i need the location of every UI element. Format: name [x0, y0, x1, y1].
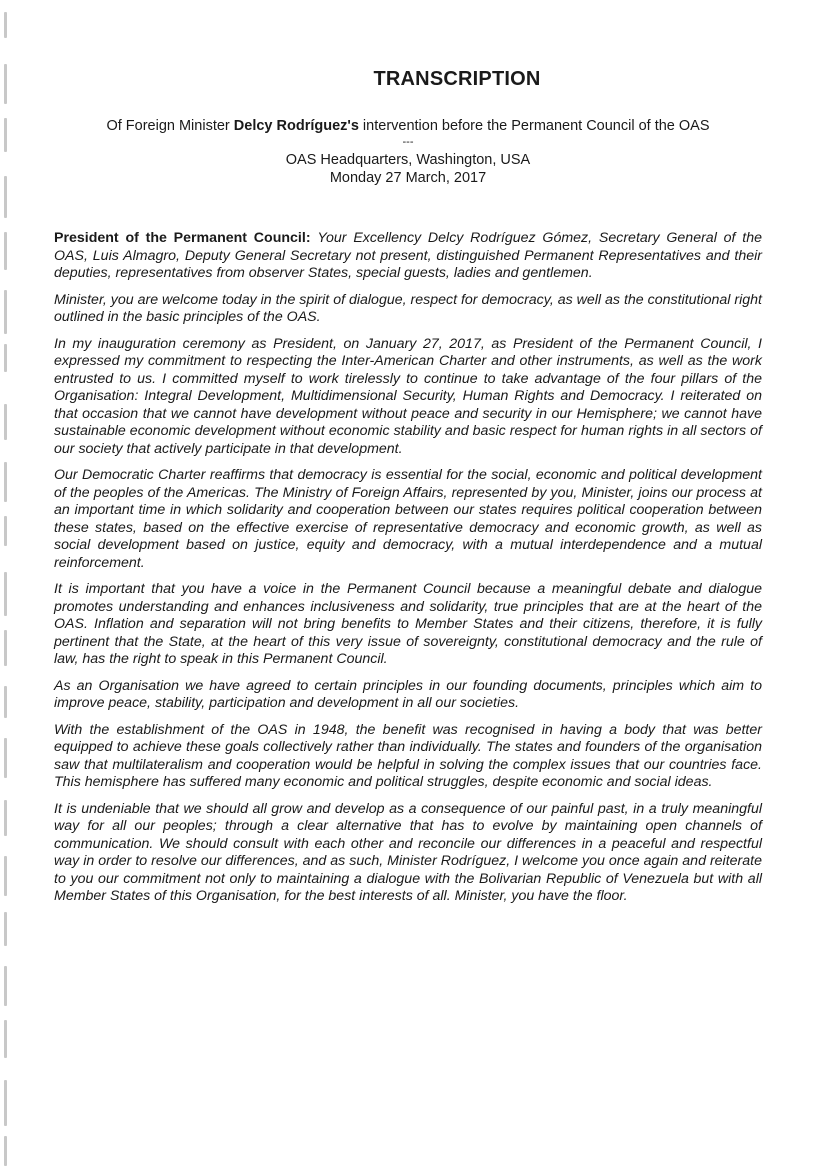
subtitle-separator: ---	[402, 136, 414, 148]
subtitle-minister-name: Delcy Rodríguez's	[233, 118, 359, 134]
document-title: TRANSCRIPTION	[373, 68, 541, 90]
date-line: Monday 27 March, 2017	[329, 170, 487, 186]
speaker-label: President of the Permanent Council	[54, 230, 306, 246]
paragraph-2: Minister, you are welcome today in the spirit of dialogue, respect for democracy, as well as the constitutional right outlined in the basic principles of the OAS.	[54, 291, 762, 325]
document-subtitle	[54, 117, 762, 135]
paragraph-4: Our Democratic Charter reaffirms that democracy is essential for the social, economic and political development of the peoples of the Americas. The Ministry of Foreign Affairs, represented by you, Minister, joins our process at an important time in which solidarity and cooperation between our states requires political cooperation between these states, based on the effective exercise of representative democracy and economic growth, as well as social development based on justice, equity and democracy, with a mutual interdependence and a mutual reinforcement.	[54, 467, 762, 571]
paragraph-8: It is undeniable that we should all grow and develop as a consequence of our painful past, in a truly meaningful way for all our peoples; through a clear alternative that has to evolve by maintaining open channels of communication. We should consult with each other and reconcile our differences in a peaceful and respectful way in order to resolve our differences, and as such, Minister Rodríguez, I welcome you once again and reiterate to you our commitment not only to maintaining a dialogue with the Bolivarian Republic of Venezuela but with all Member States of this Organisation, for the best interests of all. Minister, you have the floor.	[54, 800, 762, 904]
paragraph-5: It is important that you have a voice in the Permanent Council because a meaningful debate and dialogue promotes understanding and enhances inclusiveness and solidarity, true principles that are at the heart of the OAS. Inflation and separation will not bring benefits to Member States and their citizens, therefore, it is fully pertinent that the State, at the heart of this very issue of sovereignty, constitutional democracy and the rule of law, has the right to speak in this Permanent Council.	[54, 581, 762, 667]
venue-line: OAS Headquarters, Washington, USA	[285, 152, 531, 168]
document-page	[54, 62, 762, 915]
subtitle-suffix: intervention before the Permanent Council of the OAS	[358, 118, 710, 134]
binding-edge-marks	[0, 0, 14, 1169]
paragraph-7: With the establishment of the OAS in 1948, the benefit was recognised in having a body that was better equipped to achieve these goals collectively rather than individually. The states and founders of the organisation saw that multilateralism and cooperation would be helpful in solving the complex issues that our countries face. This hemisphere has suffered many economic and political struggles, despite economic and social ideas.	[54, 721, 762, 790]
paragraph-3: In my inauguration ceremony as President, on January 27, 2017, as President of the Permanent Council, I expressed my commitment to respecting the Inter-American Charter and other instruments, as well as the work entrusted to us. I committed myself to work tirelessly to continue to take advantage of the four pillars of the Organisation: Integral Development, Multidimensional Security, Human Rights and Democracy. I reiterated on that occasion that we cannot have development without peace and security in our Hemisphere; we cannot have sustainable economic development without economic stability and basic respect for human rights in all sectors of our society that actively participate in that development.	[54, 335, 762, 457]
subtitle-prefix: Of Foreign Minister	[106, 118, 234, 134]
paragraph-1: President of the Permanent Council: Your Excellency Delcy Rodríguez Gómez, Secretary General of the OAS, Luis Almagro, Deputy General Secretary not present, distinguished Permanent Representatives and their deputies, representatives from observer States, special guests, ladies and gentlemen.	[54, 230, 762, 281]
transcript-body	[54, 230, 762, 906]
paragraph-text: Your Excellency Delcy Rodríguez Gómez, Secretary General of the OAS, Luis Almagro, Deputy General Secretary not present, distinguished Permanent Representatives and their deputies, representatives from observer States, special guests, ladies and gentlemen.	[54, 230, 762, 281]
paragraph-6: As an Organisation we have agreed to certain principles in our founding documents, principles which aim to improve peace, stability, participation and development in all our societies.	[54, 677, 762, 711]
